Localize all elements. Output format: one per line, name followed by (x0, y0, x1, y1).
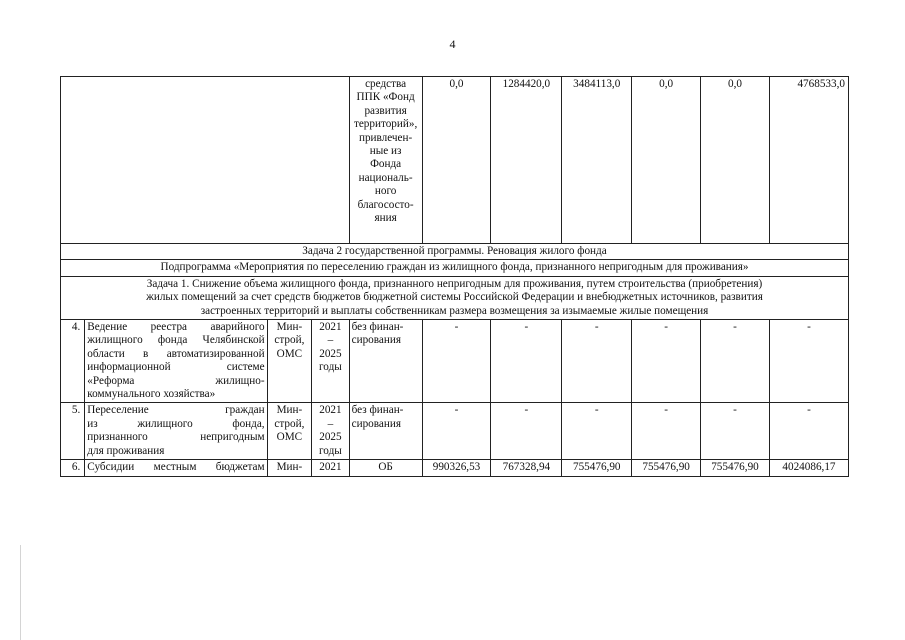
activity-name: Ведение реестра аварийного жилищного фонда Челябинской области в автоматизированной информационной системе «Реформа жилищно- коммунального хозяйства» (85, 320, 267, 403)
value-cell: 1284420,0 (491, 77, 562, 244)
subtask-line: застроенных территорий и выплаты собственникам размера возмещения за изымаемые жилые помещения (200, 304, 709, 317)
row-number: 6. (61, 460, 85, 476)
value-cell: - (491, 320, 562, 403)
period: 2021 – 2025 годы (312, 403, 349, 460)
value-cell: 0,0 (701, 77, 770, 244)
subtask-line: жилых помещений за счет средств бюджетов бюджетной системы Российской Федерации и внебюджетных источников, развития (146, 291, 763, 304)
activity-name: Субсидии местным бюджетам (85, 460, 267, 476)
table-row (61, 460, 849, 476)
value-cell: - (632, 320, 701, 403)
executor: Мин- строй, ОМС (267, 403, 312, 460)
source-line: развития (364, 104, 407, 117)
funding-source: без финан- сирования (349, 320, 422, 403)
source-line: территорий», (353, 118, 418, 131)
subprogram-heading: Подпрограмма «Мероприятия по переселению граждан из жилищного фонда, признанного непригодным для проживания» (61, 260, 849, 276)
subtask-line: Задача 1. Снижение объема жилищного фонда, признанного непригодным для проживания, путем строительства (приобретения) (146, 277, 763, 290)
source-line: средства (365, 78, 407, 90)
source-line: ППК «Фонд (356, 91, 415, 104)
source-line: ного (374, 185, 397, 198)
value-cell: - (422, 403, 491, 460)
value-cell: 755476,90 (562, 460, 632, 476)
executor: Мин- строй, ОМС (267, 320, 312, 403)
activity-name: Переселение граждан из жилищного фонда, признанного непригодным для проживания (85, 403, 267, 460)
value-cell: 4024086,17 (769, 460, 848, 476)
value-cell: 3484113,0 (562, 77, 632, 244)
table-row (61, 403, 849, 460)
value-cell: - (701, 403, 770, 460)
period: 2021 (312, 460, 349, 476)
value-cell: 767328,94 (491, 460, 562, 476)
subtask-heading (61, 276, 849, 319)
value-cell: - (769, 403, 848, 460)
table-row-task (61, 244, 849, 260)
executor: Мин- (267, 460, 312, 476)
value-cell: - (562, 403, 632, 460)
value-cell: 0,0 (422, 77, 491, 244)
value-cell: 4768533,0 (769, 77, 848, 244)
value-cell: - (491, 403, 562, 460)
funding-source: без финан- сирования (349, 403, 422, 460)
table-row-subtask (61, 276, 849, 319)
source-line: привлечен- (358, 131, 413, 144)
source-line: благососто- (357, 198, 414, 211)
row-number: 4. (61, 320, 85, 403)
program-table (60, 76, 849, 477)
source-line: яния (374, 212, 397, 225)
value-cell: - (632, 403, 701, 460)
row-number: 5. (61, 403, 85, 460)
value-cell: 755476,90 (701, 460, 770, 476)
source-line: ные из (369, 145, 402, 158)
empty-cell (61, 77, 350, 244)
value-cell: - (422, 320, 491, 403)
table-row-continuation (61, 77, 849, 244)
period: 2021 – 2025 годы (312, 320, 349, 403)
table-row (61, 320, 849, 403)
value-cell: 990326,53 (422, 460, 491, 476)
table-row-subprogram (61, 260, 849, 276)
page-number: 4 (449, 37, 456, 51)
value-cell: 0,0 (632, 77, 701, 244)
value-cell: - (701, 320, 770, 403)
source-line: националь- (358, 171, 413, 184)
source-line: Фонда (370, 158, 402, 171)
funding-source-cell (349, 77, 422, 244)
value-cell: - (769, 320, 848, 403)
funding-source: ОБ (349, 460, 422, 476)
scan-artifact-line (20, 545, 21, 640)
value-cell: - (562, 320, 632, 403)
value-cell: 755476,90 (632, 460, 701, 476)
task-heading: Задача 2 государственной программы. Реновация жилого фонда (61, 244, 849, 260)
